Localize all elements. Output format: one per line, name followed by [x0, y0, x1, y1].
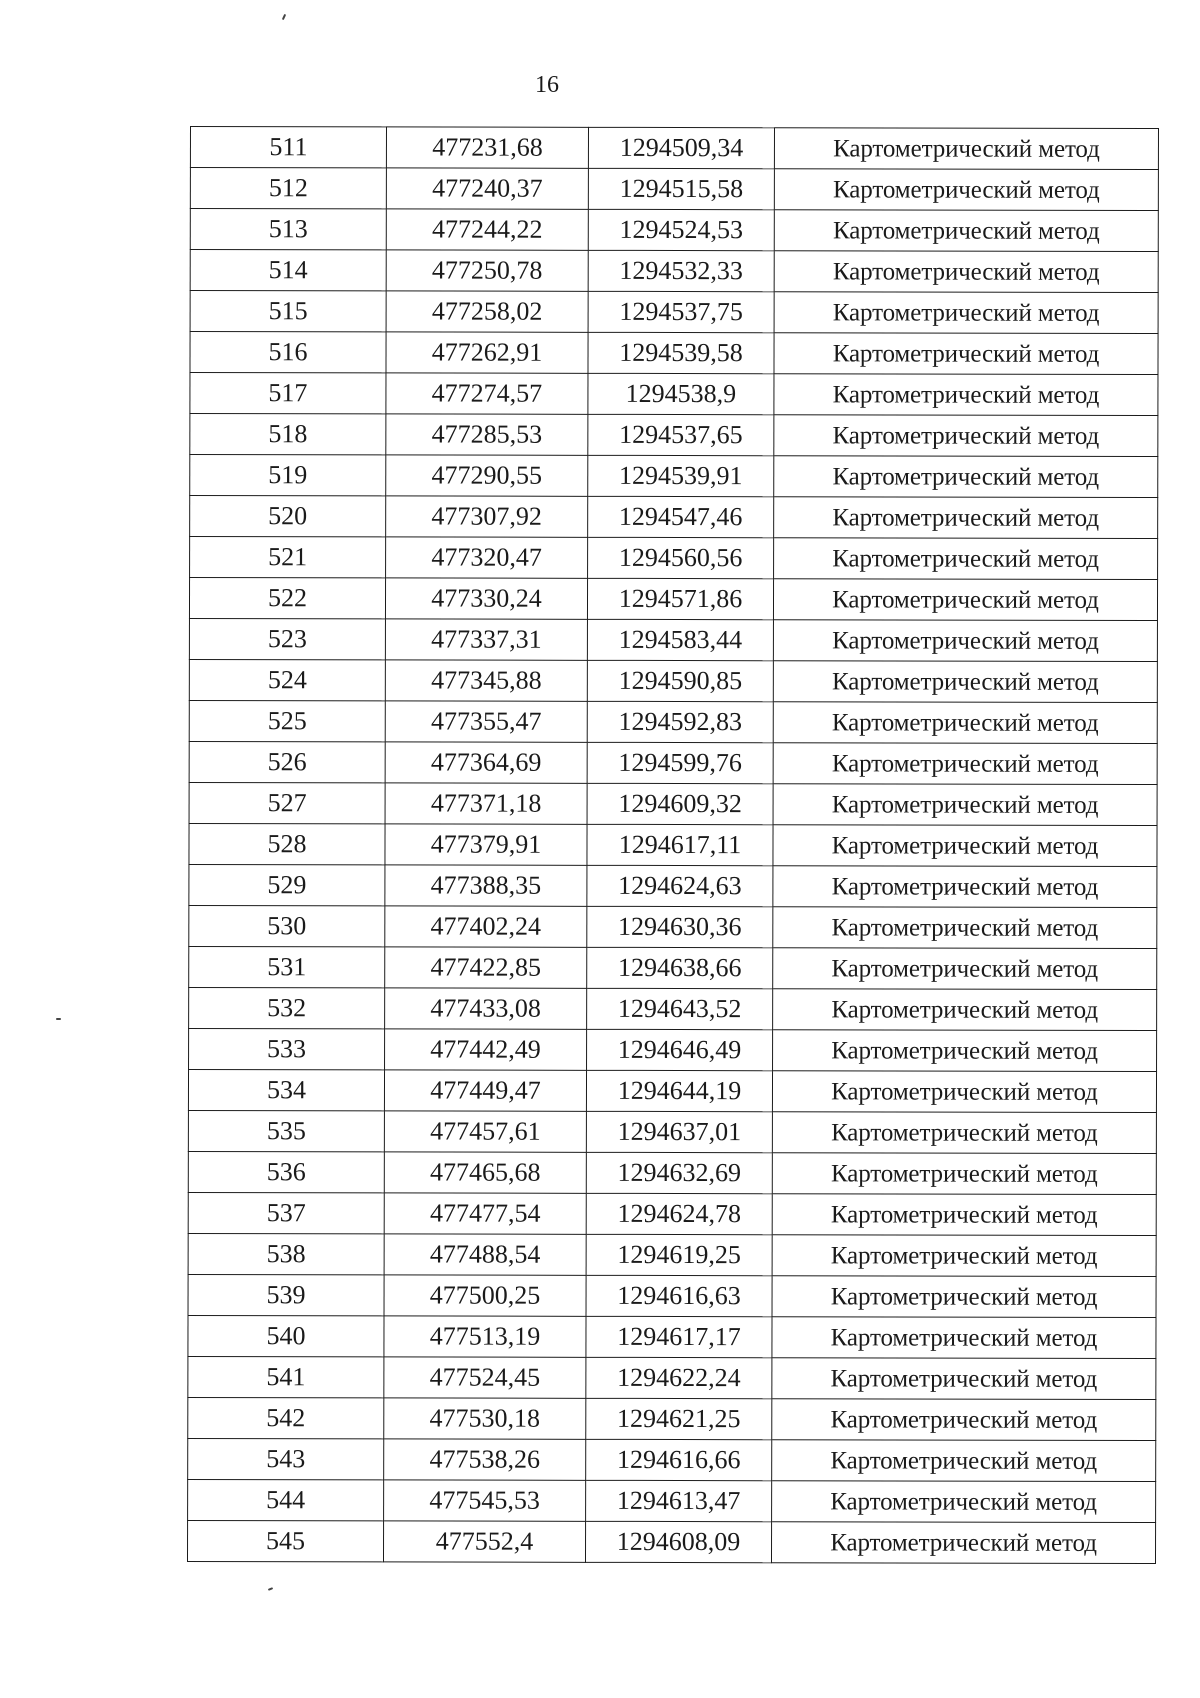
x-coordinate-cell: 477422,85 — [385, 947, 587, 988]
table-row — [190, 209, 1158, 252]
point-number-cell: 516 — [190, 332, 386, 373]
point-number-cell: 519 — [190, 455, 386, 496]
method-cell: Картометрический метод — [772, 1317, 1156, 1359]
method-cell: Картометрический метод — [774, 292, 1158, 334]
x-coordinate-cell: 477244,22 — [386, 209, 588, 250]
y-coordinate-cell: 1294624,78 — [586, 1193, 772, 1234]
x-coordinate-cell: 477274,57 — [386, 373, 588, 414]
point-number-cell: 513 — [190, 209, 386, 250]
y-coordinate-cell: 1294515,58 — [588, 168, 774, 209]
table-row — [189, 987, 1157, 1030]
point-number-cell: 526 — [189, 741, 385, 782]
x-coordinate-cell: 477513,19 — [384, 1316, 586, 1357]
point-number-cell: 531 — [189, 946, 385, 987]
y-coordinate-cell: 1294613,47 — [586, 1480, 772, 1521]
method-cell: Картометрический метод — [774, 210, 1158, 252]
x-coordinate-cell: 477371,18 — [385, 783, 587, 824]
table-row — [190, 537, 1158, 580]
point-number-cell: 544 — [188, 1479, 384, 1520]
point-number-cell: 538 — [188, 1233, 384, 1274]
method-cell: Картометрический метод — [774, 497, 1158, 539]
method-cell: Картометрический метод — [772, 1358, 1156, 1400]
y-coordinate-cell: 1294560,56 — [588, 537, 774, 578]
point-number-cell: 524 — [189, 659, 385, 700]
y-coordinate-cell: 1294637,01 — [586, 1111, 772, 1152]
method-cell: Картометрический метод — [773, 1030, 1157, 1072]
table-row — [188, 1356, 1156, 1399]
point-number-cell: 536 — [188, 1151, 384, 1192]
method-cell: Картометрический метод — [772, 1276, 1156, 1318]
table-row — [188, 1192, 1156, 1235]
table-row — [188, 1069, 1156, 1112]
point-number-cell: 525 — [189, 700, 385, 741]
table-row — [190, 291, 1158, 334]
table-row — [189, 1028, 1157, 1071]
method-cell: Картометрический метод — [772, 1194, 1156, 1236]
point-number-cell: 512 — [190, 168, 386, 209]
point-number-cell: 523 — [189, 618, 385, 659]
table-row — [188, 1315, 1156, 1358]
method-cell: Картометрический метод — [773, 907, 1157, 949]
y-coordinate-cell: 1294646,49 — [587, 1029, 773, 1070]
method-cell: Картометрический метод — [774, 128, 1158, 170]
method-cell: Картометрический метод — [774, 374, 1158, 416]
table-row — [189, 618, 1157, 661]
method-cell: Картометрический метод — [774, 538, 1158, 580]
method-cell: Картометрический метод — [772, 1399, 1156, 1441]
method-cell: Картометрический метод — [773, 784, 1157, 826]
x-coordinate-cell: 477240,37 — [386, 168, 588, 209]
method-cell: Картометрический метод — [773, 702, 1157, 744]
y-coordinate-cell: 1294599,76 — [587, 742, 773, 783]
point-number-cell: 534 — [188, 1069, 384, 1110]
point-number-cell: 511 — [190, 127, 386, 168]
method-cell: Картометрический метод — [774, 333, 1158, 375]
y-coordinate-cell: 1294539,58 — [588, 332, 774, 373]
scan-speck — [268, 1587, 273, 1591]
x-coordinate-cell: 477545,53 — [384, 1480, 586, 1521]
point-number-cell: 539 — [188, 1274, 384, 1315]
x-coordinate-cell: 477433,08 — [385, 988, 587, 1029]
point-number-cell: 532 — [189, 987, 385, 1028]
table-row — [189, 659, 1157, 702]
table-row — [189, 741, 1157, 784]
y-coordinate-cell: 1294616,63 — [586, 1275, 772, 1316]
y-coordinate-cell: 1294617,11 — [587, 824, 773, 865]
y-coordinate-cell: 1294571,86 — [587, 578, 773, 619]
table-row — [188, 1479, 1156, 1522]
x-coordinate-cell: 477290,55 — [386, 455, 588, 496]
point-number-cell: 527 — [189, 782, 385, 823]
table-row — [189, 946, 1157, 989]
table-row — [190, 332, 1158, 375]
y-coordinate-cell: 1294509,34 — [588, 127, 774, 168]
x-coordinate-cell: 477231,68 — [386, 127, 588, 168]
table-row — [189, 782, 1157, 825]
method-cell: Картометрический метод — [773, 661, 1157, 703]
method-cell: Картометрический метод — [772, 1481, 1156, 1523]
table-row — [188, 1397, 1156, 1440]
x-coordinate-cell: 477285,53 — [386, 414, 588, 455]
y-coordinate-cell: 1294524,53 — [588, 209, 774, 250]
x-coordinate-cell: 477262,91 — [386, 332, 588, 373]
x-coordinate-cell: 477307,92 — [386, 496, 588, 537]
y-coordinate-cell: 1294630,36 — [587, 906, 773, 947]
method-cell: Картометрический метод — [774, 456, 1158, 498]
y-coordinate-cell: 1294621,25 — [586, 1398, 772, 1439]
point-number-cell: 514 — [190, 250, 386, 291]
y-coordinate-cell: 1294583,44 — [587, 619, 773, 660]
x-coordinate-cell: 477465,68 — [384, 1152, 586, 1193]
method-cell: Картометрический метод — [774, 169, 1158, 211]
y-coordinate-cell: 1294632,69 — [586, 1152, 772, 1193]
x-coordinate-cell: 477500,25 — [384, 1275, 586, 1316]
point-number-cell: 522 — [189, 578, 385, 619]
method-cell: Картометрический метод — [773, 866, 1157, 908]
table-row — [188, 1233, 1156, 1276]
table-row — [190, 168, 1158, 211]
point-number-cell: 540 — [188, 1315, 384, 1356]
point-number-cell: 543 — [188, 1438, 384, 1479]
x-coordinate-cell: 477250,78 — [386, 250, 588, 291]
point-number-cell: 517 — [190, 373, 386, 414]
x-coordinate-cell: 477457,61 — [384, 1111, 586, 1152]
y-coordinate-cell: 1294532,33 — [588, 250, 774, 291]
method-cell: Картометрический метод — [774, 251, 1158, 293]
point-number-cell: 537 — [188, 1192, 384, 1233]
table-row — [190, 127, 1158, 170]
y-coordinate-cell: 1294537,65 — [588, 414, 774, 455]
table-row — [188, 1110, 1156, 1153]
table-row — [189, 578, 1157, 621]
x-coordinate-cell: 477442,49 — [385, 1029, 587, 1070]
table-row — [190, 414, 1158, 457]
table-row — [189, 905, 1157, 948]
x-coordinate-cell: 477364,69 — [385, 742, 587, 783]
scan-speck — [56, 1018, 61, 1020]
x-coordinate-cell: 477524,45 — [384, 1357, 586, 1398]
point-number-cell: 515 — [190, 291, 386, 332]
point-number-cell: 545 — [187, 1520, 383, 1561]
x-coordinate-cell: 477388,35 — [385, 865, 587, 906]
method-cell: Картометрический метод — [772, 1440, 1156, 1482]
x-coordinate-cell: 477530,18 — [384, 1398, 586, 1439]
coordinates-table-body — [187, 127, 1158, 1564]
y-coordinate-cell: 1294537,75 — [588, 291, 774, 332]
point-number-cell: 518 — [190, 414, 386, 455]
y-coordinate-cell: 1294617,17 — [586, 1316, 772, 1357]
y-coordinate-cell: 1294622,24 — [586, 1357, 772, 1398]
y-coordinate-cell: 1294644,19 — [586, 1070, 772, 1111]
x-coordinate-cell: 477330,24 — [385, 578, 587, 619]
table-row — [188, 1438, 1156, 1481]
x-coordinate-cell: 477345,88 — [385, 660, 587, 701]
method-cell: Картометрический метод — [773, 825, 1157, 867]
x-coordinate-cell: 477538,26 — [384, 1439, 586, 1480]
point-number-cell: 530 — [189, 905, 385, 946]
method-cell: Картометрический метод — [772, 1071, 1156, 1113]
table-row — [190, 373, 1158, 416]
x-coordinate-cell: 477449,47 — [384, 1070, 586, 1111]
x-coordinate-cell: 477552,4 — [383, 1521, 585, 1562]
y-coordinate-cell: 1294592,83 — [587, 701, 773, 742]
y-coordinate-cell: 1294643,52 — [587, 988, 773, 1029]
table-row — [190, 250, 1158, 293]
x-coordinate-cell: 477258,02 — [386, 291, 588, 332]
method-cell: Картометрический метод — [774, 415, 1158, 457]
method-cell: Картометрический метод — [773, 620, 1157, 662]
table-row — [190, 496, 1158, 539]
y-coordinate-cell: 1294539,91 — [588, 455, 774, 496]
table-row — [189, 864, 1157, 907]
x-coordinate-cell: 477320,47 — [386, 537, 588, 578]
point-number-cell: 528 — [189, 823, 385, 864]
x-coordinate-cell: 477488,54 — [384, 1234, 586, 1275]
table-row — [188, 1151, 1156, 1194]
x-coordinate-cell: 477379,91 — [385, 824, 587, 865]
coordinates-table — [187, 126, 1159, 1564]
y-coordinate-cell: 1294638,66 — [587, 947, 773, 988]
y-coordinate-cell: 1294619,25 — [586, 1234, 772, 1275]
y-coordinate-cell: 1294608,09 — [585, 1521, 771, 1562]
table-row — [188, 1274, 1156, 1317]
point-number-cell: 520 — [190, 496, 386, 537]
method-cell: Картометрический метод — [773, 743, 1157, 785]
x-coordinate-cell: 477477,54 — [384, 1193, 586, 1234]
y-coordinate-cell: 1294547,46 — [588, 496, 774, 537]
x-coordinate-cell: 477337,31 — [385, 619, 587, 660]
point-number-cell: 535 — [188, 1110, 384, 1151]
y-coordinate-cell: 1294538,9 — [588, 373, 774, 414]
method-cell: Картометрический метод — [773, 948, 1157, 990]
point-number-cell: 533 — [189, 1028, 385, 1069]
y-coordinate-cell: 1294624,63 — [587, 865, 773, 906]
table-row — [189, 700, 1157, 743]
y-coordinate-cell: 1294609,32 — [587, 783, 773, 824]
method-cell: Картометрический метод — [771, 1522, 1155, 1564]
point-number-cell: 542 — [188, 1397, 384, 1438]
method-cell: Картометрический метод — [773, 579, 1157, 621]
point-number-cell: 521 — [190, 537, 386, 578]
method-cell: Картометрический метод — [772, 1112, 1156, 1154]
table-row — [187, 1520, 1155, 1563]
scan-speck — [282, 14, 286, 20]
y-coordinate-cell: 1294616,66 — [586, 1439, 772, 1480]
method-cell: Картометрический метод — [773, 989, 1157, 1031]
table-row — [190, 455, 1158, 498]
point-number-cell: 529 — [189, 864, 385, 905]
point-number-cell: 541 — [188, 1356, 384, 1397]
y-coordinate-cell: 1294590,85 — [587, 660, 773, 701]
method-cell: Картометрический метод — [772, 1153, 1156, 1195]
method-cell: Картометрический метод — [772, 1235, 1156, 1277]
x-coordinate-cell: 477355,47 — [385, 701, 587, 742]
page-number: 16 — [535, 72, 559, 98]
x-coordinate-cell: 477402,24 — [385, 906, 587, 947]
table-row — [189, 823, 1157, 866]
